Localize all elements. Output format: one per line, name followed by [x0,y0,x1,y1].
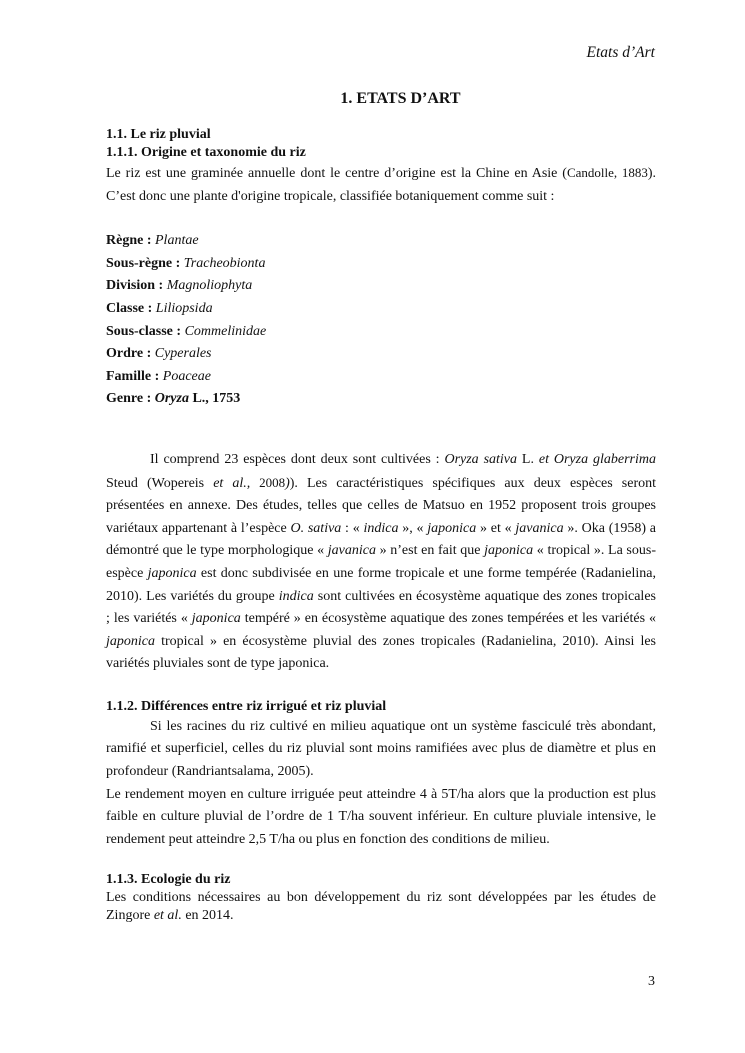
yield-paragraph: Le rendement moyen en culture irriguée peut atteindre 4 à 5T/ha alors que la production est plus faible en culture pluvial de l’ordre de 1 T/ha souvent inférieur. En culture pluviale intensive, le rendement peut atteindre 2,5 T/ha ou plus en fonction des conditions de milieu. [106,786,656,847]
origin-paragraph: Le riz est une graminée annuelle dont le centre d’origine est la Chine en Asie (Candolle, 1883). C’est donc une plante d'origine tropicale, classifiée botaniquement comme suit : [106,165,656,204]
species-paragraph: Il comprend 23 espèces dont deux sont cultivées : Oryza sativa L. et Oryza glaberrima Steud (Wopereis et al., 2008)). Les caractéristiques spécifiques aux deux espèces seront présentées en annexe. Des études, telles que celles de Matsuo en 1952 proposent trois groupes variétaux appartenant à l’espèce O. sativa : « indica », « japonica » et « javanica ». Oka (1958) a démontré que le type morphologique « javanica » n’est en fait que japonica « tropical ». La sous-espèce japonica est donc subdivisée en une forme tropicale et une forme tempérée (Radanielina, 2010). Les variétés du groupe indica sont cultivées en écosystème aquatique des zones tropicales ; les variétés « japonica tempéré » en écosystème aquatique des zones tempérées et les variétés « japonica tropical » en écosystème pluvial des zones tropicales (Radanielina, 2010). Ainsi les variétés pluviales sont de type japonica. [106,451,657,672]
taxonomy-sous-classe: Sous-classe : Commelinidae [106,323,267,339]
taxonomy-ordre: Ordre : Cyperales [106,346,212,362]
taxonomy-famille: Famille : Poaceae [106,368,211,384]
taxonomy-list [106,230,656,411]
running-head: Etats d’Art [586,44,655,61]
section-heading-1-1: 1.1. Le riz pluvial [106,127,211,142]
citation-candolle: Candolle, 1883 [566,165,648,180]
roots-paragraph: Si les racines du riz cultivé en milieu aquatique ont un système fasciculé très abondant, ramifié et superficiel, celles du riz pluvial sont moins ramifiées avec plus de diamètre et plus en profondeur (Randriantsalama, 2005). [106,718,656,780]
taxonomy-division: Division : Magnoliophyta [106,278,253,294]
section-heading-1-1-2: 1.1.2. Différences entre riz irrigué et riz pluvial [106,698,387,714]
chapter-title: 1. ETATS D’ART [340,90,461,107]
ecology-paragraph: Les conditions nécessaires au bon développement du riz sont développées par les études de Zingore et al. en 2014. [106,890,656,924]
taxonomy-sous-regne: Sous-règne : Tracheobionta [106,255,266,271]
taxonomy-classe: Classe : Liliopsida [106,300,213,316]
section-heading-1-1-1: 1.1.1. Origine et taxonomie du riz [106,145,306,160]
taxonomy-genre: Genre : Oryza L., 1753 [106,391,241,407]
taxonomy-regne: Règne : Plantae [106,233,199,249]
page-number: 3 [648,974,655,989]
section-heading-1-1-3: 1.1.3. Ecologie du riz [106,872,231,888]
page-body [106,126,656,925]
